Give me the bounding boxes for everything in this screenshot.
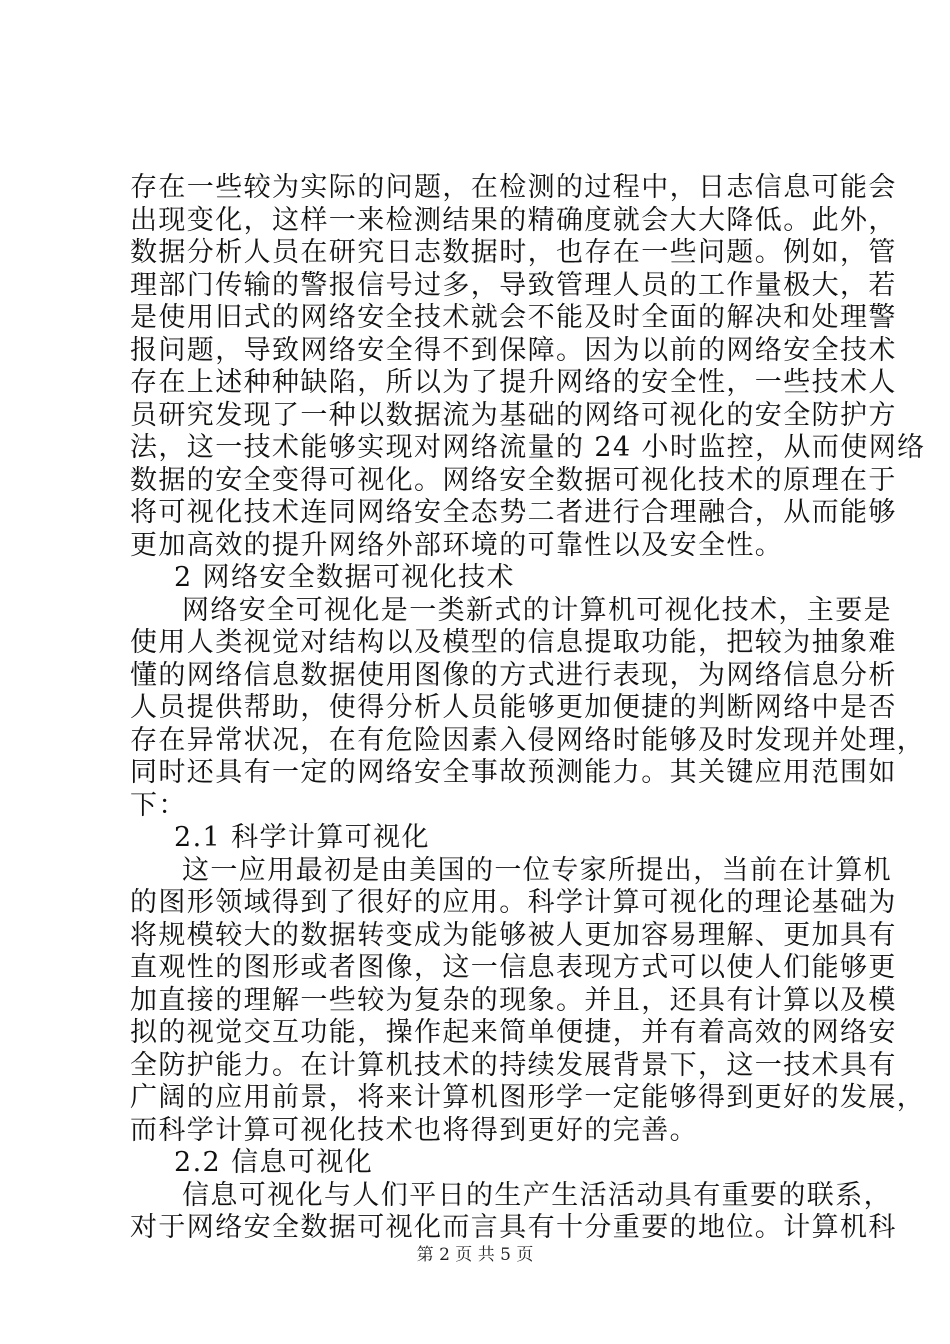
text-line: 数据的安全变得可视化。网络安全数据可视化技术的原理在于 <box>130 464 897 496</box>
text-line: 对于网络安全数据可视化而言具有十分重要的地位。计算机科 <box>130 1212 897 1243</box>
text-line: 更加高效的提升网络外部环境的可靠性以及安全性。 <box>130 529 784 561</box>
page-number-footer: 第 2 页 共 5 页 <box>416 1245 534 1265</box>
document-body <box>130 172 926 1245</box>
text-line: 报问题，导致网络安全得不到保障。因为以前的网络安全技术 <box>130 334 897 366</box>
text-line: 加直接的理解一些较为复杂的现象。并且，还具有计算以及模 <box>130 984 897 1016</box>
text-line: 这一应用最初是由美国的一位专家所提出，当前在计算机 <box>182 854 892 886</box>
text-line: 存在一些较为实际的问题，在检测的过程中，日志信息可能会 <box>130 172 897 203</box>
section-heading-2-1: 2.1 科学计算可视化 <box>174 822 430 853</box>
text-line: 出现变化，这样一来检测结果的精确度就会大大降低。此外， <box>130 204 897 236</box>
text-line: 而科学计算可视化技术也将得到更好的完善。 <box>130 1114 698 1146</box>
text-line: 数据分析人员在研究日志数据时，也存在一些问题。例如，管 <box>130 237 897 268</box>
text-line: 广阔的应用前景，将来计算机图形学一定能够得到更好的发展， <box>130 1082 926 1113</box>
text-line: 全防护能力。在计算机技术的持续发展背景下，这一技术具有 <box>130 1049 897 1081</box>
text-line: 将规模较大的数据转变成为能够被人更加容易理解、更加具有 <box>130 919 897 951</box>
text-line: 理部门传输的警报信号过多，导致管理人员的工作量极大，若 <box>130 269 897 301</box>
text-line: 同时还具有一定的网络安全事故预测能力。其关键应用范围如 <box>130 757 897 788</box>
section-heading-2: 2 网络安全数据可视化技术 <box>174 562 515 593</box>
section-heading-2-2: 2.2 信息可视化 <box>174 1147 374 1178</box>
text-line: 人员提供帮助，使得分析人员能够更加便捷的判断网络中是否 <box>130 692 897 723</box>
text-line: 存在异常状况，在有危险因素入侵网络时能够及时发现并处理， <box>130 724 926 756</box>
text-line: 拟的视觉交互功能，操作起来简单便捷，并有着高效的网络安 <box>130 1017 897 1048</box>
text-line: 下： <box>130 789 187 821</box>
text-line: 网络安全可视化是一类新式的计算机可视化技术，主要是 <box>182 594 892 626</box>
text-line: 员研究发现了一种以数据流为基础的网络可视化的安全防护方 <box>130 399 897 431</box>
text-line: 使用人类视觉对结构以及模型的信息提取功能，把较为抽象难 <box>130 627 897 658</box>
text-line: 直观性的图形或者图像，这一信息表现方式可以使人们能够更 <box>130 952 897 983</box>
text-line: 信息可视化与人们平日的生产生活活动具有重要的联系， <box>182 1179 892 1211</box>
text-line: 法，这一技术能够实现对网络流量的 24 小时监控，从而使网络 <box>130 432 926 463</box>
text-line: 将可视化技术连同网络安全态势二者进行合理融合，从而能够 <box>130 497 897 528</box>
text-line: 懂的网络信息数据使用图像的方式进行表现，为网络信息分析 <box>130 659 897 691</box>
text-line: 是使用旧式的网络安全技术就会不能及时全面的解决和处理警 <box>130 302 897 333</box>
text-line: 存在上述种种缺陷，所以为了提升网络的安全性，一些技术人 <box>130 367 897 398</box>
text-line: 的图形领域得到了很好的应用。科学计算可视化的理论基础为 <box>130 887 897 918</box>
